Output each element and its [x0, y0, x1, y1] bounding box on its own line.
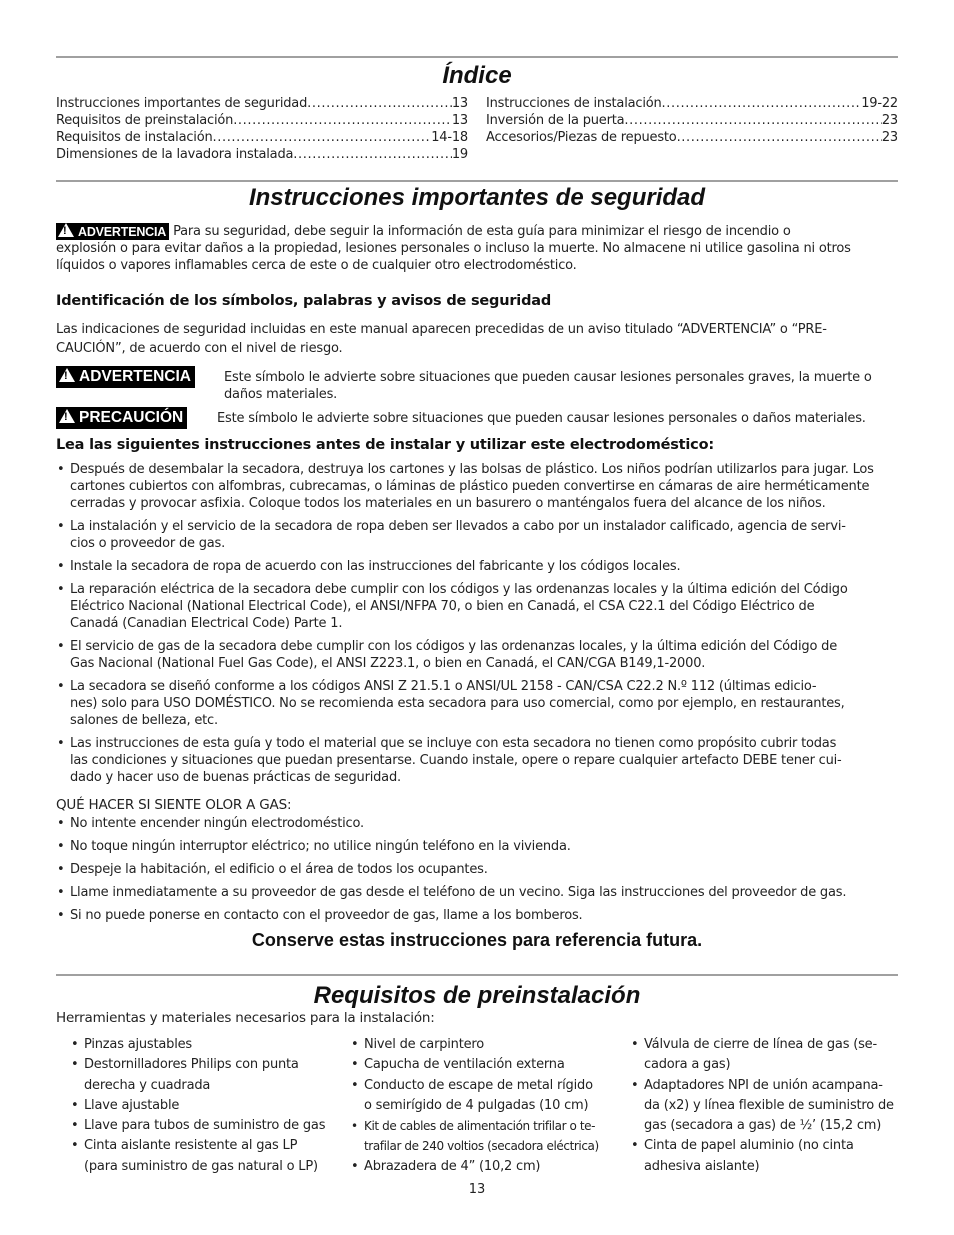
list-item-line: • La secadora se diseñó conforme a los códigos ANSI Z 21.5.1 o ANSI/UL 2158 - CAN/CSA C22.2 N.º 112 (últimas edicio-: [70, 679, 817, 694]
list-item-line: • La reparación eléctrica de la secadora debe cumplir con los códigos y las ordenanzas locales y la última edición del Código: [70, 582, 848, 597]
list-item-line: salones de belleza, etc.: [70, 713, 218, 728]
list-item: [336, 1157, 626, 1177]
list-item-line: cerradas y provocar asfixia. Coloque todos los materiales en un basurero o manténgalos fuera del alcance de los niños.: [70, 496, 826, 511]
tools-column-2: [336, 1035, 626, 1177]
toc-dots: [662, 95, 862, 112]
toc-dots: [233, 112, 452, 129]
list-item-line: • Llave para tubos de suministro de gas: [84, 1118, 326, 1134]
preinstall-rule: [56, 974, 898, 976]
toc-entry-page: 14-18: [431, 130, 468, 145]
list-item-line: • Conducto de escape de metal rígido: [364, 1077, 593, 1093]
toc-entry-label: Instrucciones importantes de seguridad: [56, 96, 308, 111]
list-item-line: cartones cubiertos con alfombras, cubrecamas, o láminas de plástico pueden convertirse en cámaras de aire herméticamente: [70, 479, 870, 494]
list-item-line: • Llave ajustable: [84, 1097, 180, 1113]
list-item: [336, 1035, 626, 1055]
list-item-line: (para suministro de gas natural o LP): [84, 1158, 318, 1174]
symbols-text-line: Las indicaciones de seguridad incluidas en este manual aparecen precedidas de un aviso titulado “ADVERTENCIA” o “PRE-: [56, 322, 827, 337]
toc-entry-page: 23: [881, 113, 898, 128]
intro-text: explosión o para evitar daños a la propiedad, lesiones personales o incluso la muerte. No almacene ni utilice gasolina ni otros: [56, 241, 851, 256]
list-item-line: • El servicio de gas de la secadora debe cumplir con los códigos y las ordenanzas locales, y la última edición del Código de: [70, 639, 837, 654]
toc-entry[interactable]: [56, 112, 468, 129]
list-item-line: • Pinzas ajustables: [84, 1037, 192, 1052]
list-item-line: trafilar de 240 voltios (secadora eléctrica): [364, 1139, 599, 1154]
warning-triangle-icon: [58, 223, 74, 237]
toc-entry[interactable]: [486, 95, 898, 112]
list-item-line: • Nivel de carpintero: [364, 1037, 485, 1052]
toc-dots: [624, 112, 881, 129]
list-item-line: Gas Nacional (National Fuel Gas Code), el ANSI Z223.1, o bien en Canadá, el CAN/CGA B149,1-2000.: [70, 656, 706, 671]
toc-entry-page: 13: [451, 113, 468, 128]
toc-entry-label: Requisitos de preinstalación: [56, 113, 234, 128]
list-item-line: da (x2) y línea flexible de suministro de: [644, 1097, 894, 1113]
list-item: [70, 581, 890, 632]
toc-entry-label: Dimensiones de la lavadora instalada: [56, 147, 294, 162]
list-item: [336, 1076, 626, 1117]
list-item-line: • Cinta de papel aluminio (no cinta: [644, 1138, 854, 1154]
tools-column-3: [616, 1035, 898, 1177]
list-item: • Llame inmediatamente a su proveedor de gas desde el teléfono de un vecino. Siga las instrucciones del proveedor de gas.: [70, 884, 890, 901]
intro-text: líquidos o vapores inflamables cerca de este o de cualquier otro electrodoméstico.: [56, 258, 577, 273]
toc-entry[interactable]: [56, 146, 468, 163]
list-item-line: derecha y cuadrada: [84, 1077, 211, 1093]
list-item-line: • Capucha de ventilación externa: [364, 1057, 565, 1073]
safety-intro: [56, 223, 898, 274]
list-item-line: • Las instrucciones de esta guía y todo el material que se incluye con esta secadora no tienen como propósito cubrir todas: [70, 736, 837, 751]
toc-entry[interactable]: [56, 95, 468, 112]
warning-badge-label: ADVERTENCIA: [79, 368, 191, 385]
list-item-line: cadora a gas): [644, 1057, 731, 1073]
toc-entry[interactable]: [56, 129, 468, 146]
list-item: [616, 1136, 898, 1177]
list-item: • Si no puede ponerse en contacto con el proveedor de gas, llame a los bomberos.: [70, 907, 890, 924]
symbols-text: [56, 320, 898, 358]
list-item: [70, 461, 890, 512]
intro-text: Para su seguridad, debe seguir la información de esta guía para minimizar el riesgo de incendio o: [173, 224, 791, 239]
list-item: [70, 518, 890, 552]
toc-entry-label: Inversión de la puerta: [486, 113, 625, 128]
safety-title: Instrucciones importantes de seguridad: [248, 184, 706, 211]
warning-triangle-icon: [59, 368, 75, 382]
list-item: [70, 558, 890, 575]
warning-badge-label: ADVERTENCIA: [78, 225, 167, 239]
symbols-heading: Identificación de los símbolos, palabras y avisos de seguridad: [56, 293, 552, 309]
list-item: [56, 1116, 338, 1136]
toc-left-column: [56, 95, 468, 163]
toc-dots: [677, 129, 882, 146]
list-item-line: • Válvula de cierre de línea de gas (se-: [644, 1037, 877, 1052]
list-item-line: • Kit de cables de alimentación trifilar o te-: [364, 1119, 596, 1134]
list-item-line: • Después de desembalar la secadora, destruya los cartones y las bolsas de plástico. Los niños podrían utilizarlos para jugar. Los: [70, 462, 874, 477]
top-rule: [56, 56, 898, 58]
list-item-line: nes) solo para USO DOMÉSTICO. No se recomienda esta secadora para uso comercial, como por ejemplo, en restaurantes,: [70, 696, 845, 711]
toc-entry-label: Accesorios/Piezas de repuesto: [486, 130, 677, 145]
warning-symbol-badge: [56, 366, 195, 388]
toc-entry-page: 19-22: [861, 96, 898, 111]
list-item: [616, 1035, 898, 1076]
list-item-line: • Abrazadera de 4” (10,2 cm): [364, 1158, 541, 1174]
list-item: [56, 1035, 338, 1055]
list-item-line: Canadá (Canadian Electrical Code) Parte 1.: [70, 616, 343, 631]
warning-description-line: Este símbolo le advierte sobre situaciones que pueden causar lesiones personales graves, la muerte o: [224, 370, 872, 385]
toc-dots: [307, 95, 452, 112]
warning-description-line: daños materiales.: [224, 387, 338, 402]
list-item-line: cios o proveedor de gas.: [70, 536, 226, 551]
list-item-line: • La instalación y el servicio de la secadora de ropa deben ser llevados a cabo por un instalador calificado, agencia de servi-: [70, 519, 846, 534]
gas-smell-heading: QUÉ HACER SI SIENTE OLOR A GAS:: [56, 797, 292, 813]
list-item: [336, 1116, 626, 1157]
preinstall-title: Requisitos de preinstalación: [313, 982, 641, 1009]
list-item: [56, 1136, 338, 1177]
list-item: [70, 638, 890, 672]
list-item-line: adhesiva aislante): [644, 1158, 760, 1174]
caution-description: Este símbolo le advierte sobre situaciones que pueden causar lesiones personales o daños materiales.: [217, 411, 866, 426]
list-item-line: dado y hacer uso de buenas prácticas de seguridad.: [70, 770, 401, 785]
toc-entry-page: 13: [451, 96, 468, 111]
list-item-line: • Destornilladores Philips con punta: [84, 1057, 299, 1073]
toc-entry-label: Instrucciones de instalación: [486, 96, 662, 111]
list-item: [70, 735, 890, 786]
list-item: [70, 678, 890, 729]
warning-description: [224, 369, 898, 403]
warning-badge: [56, 223, 169, 240]
toc-entry-page: 19: [451, 147, 468, 162]
tools-column-1: [56, 1035, 338, 1177]
caution-triangle-icon: [59, 409, 75, 423]
toc-dots: [293, 146, 452, 163]
toc-entry-label: Requisitos de instalación: [56, 130, 213, 145]
toc-dots: [213, 129, 432, 146]
list-item-line: las condiciones y situaciones que puedan presentarse. Cuando instale, opere o repare cualquier artefacto DEBE tener cui-: [70, 753, 842, 768]
list-item-line: • Instale la secadora de ropa de acuerdo con las instrucciones del fabricante y los códigos locales.: [70, 559, 681, 574]
list-item-line: • Adaptadores NPI de unión acampana-: [644, 1077, 883, 1093]
list-item-line: Eléctrico Nacional (National Electrical Code), el ANSI/NFPA 70, o bien en Canadá, el CSA C22.1 del Código Eléctrico de: [70, 599, 815, 614]
list-item: [56, 1096, 338, 1116]
list-item: • No toque ningún interruptor eléctrico; no utilice ningún teléfono en la vivienda.: [70, 838, 890, 855]
list-item-line: gas (secadora a gas) de ½’ (15,2 cm): [644, 1118, 882, 1134]
conserve-instructions-note: Conserve estas instrucciones para referencia futura.: [251, 930, 703, 950]
list-item: [56, 1055, 338, 1096]
symbols-text-line: CAUCIÓN”, de acuerdo con el nivel de riesgo.: [56, 341, 343, 356]
list-item: • No intente encender ningún electrodoméstico.: [70, 815, 890, 832]
page-number: 13: [468, 1182, 486, 1197]
toc-entry[interactable]: [486, 129, 898, 146]
manual-page: [56, 0, 898, 1235]
list-item: • Despeje la habitación, el edificio o el área de todos los ocupantes.: [70, 861, 890, 878]
list-item-line: • Cinta aislante resistente al gas LP: [84, 1138, 298, 1154]
toc-entry[interactable]: [486, 112, 898, 129]
list-item: [616, 1076, 898, 1137]
list-item-line: o semirígido de 4 pulgadas (10 cm): [364, 1097, 589, 1113]
index-title: Índice: [442, 62, 512, 89]
warning-badge-large: [56, 366, 195, 388]
caution-badge: [56, 407, 187, 429]
toc-entry-page: 23: [881, 130, 898, 145]
toc-right-column: [486, 95, 898, 146]
list-item: [336, 1055, 626, 1075]
safety-rule: [56, 180, 898, 182]
caution-symbol-badge: [56, 407, 187, 429]
read-instructions-heading: Lea las siguientes instrucciones antes de instalar y utilizar este electrodoméstico:: [56, 437, 714, 453]
tools-heading: Herramientas y materiales necesarios para la instalación:: [56, 1010, 435, 1026]
caution-badge-label: PRECAUCIÓN: [79, 409, 184, 426]
